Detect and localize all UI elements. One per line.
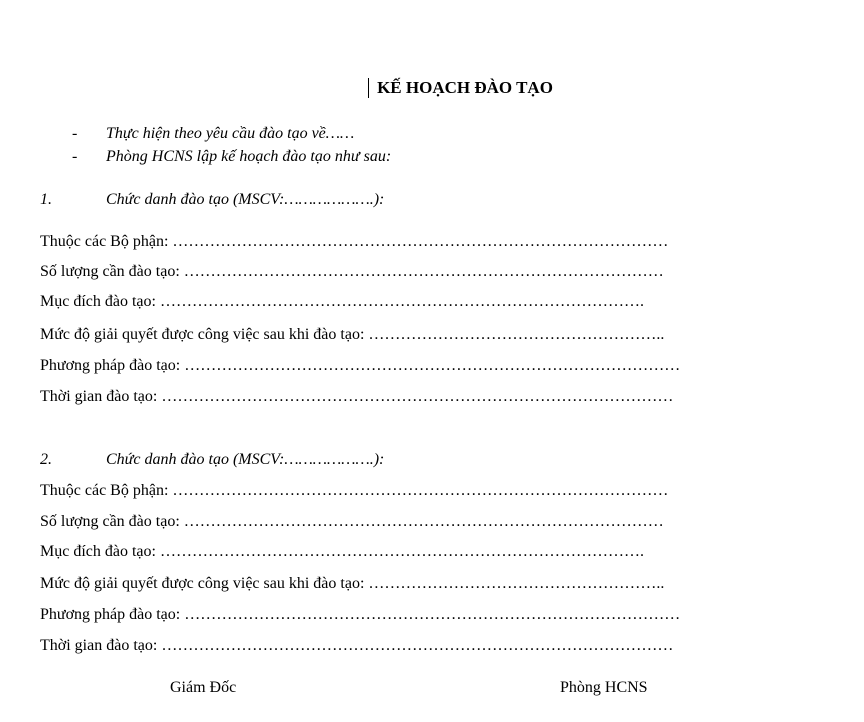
field-department: Thuộc các Bộ phận: ………………………………………………………………………………… <box>40 482 669 499</box>
bullet-text-plan: Phòng HCNS lập kế hoạch đào tạo như sau: <box>106 148 392 165</box>
field-method: Phương pháp đào tạo: ………………………………………………………………………………… <box>40 606 681 623</box>
field-quantity: Số lượng cần đào tạo: ……………………………………………………………………………… <box>40 263 664 280</box>
section-2-heading: Chức danh đào tạo (MSCV:……………….): <box>106 451 385 468</box>
field-competency: Mức độ giải quyết được công việc sau khi đào tạo: ……………………………………………….. <box>40 575 665 592</box>
field-competency: Mức độ giải quyết được công việc sau khi đào tạo: ……………………………………………….. <box>40 326 665 343</box>
field-purpose: Mục đích đào tạo: ………………………………………………………………………………. <box>40 293 644 310</box>
field-quantity: Số lượng cần đào tạo: ……………………………………………………………………………… <box>40 513 664 530</box>
field-method: Phương pháp đào tạo: ………………………………………………………………………………… <box>40 357 681 374</box>
field-department: Thuộc các Bộ phận: ………………………………………………………………………………… <box>40 233 669 250</box>
bullet-text-request: Thực hiện theo yêu cầu đào tạo về…… <box>106 125 355 142</box>
bullet-marker: - <box>72 148 78 165</box>
section-2-number: 2. <box>40 451 52 468</box>
section-1-number: 1. <box>40 191 52 208</box>
signature-director: Giám Đốc <box>170 679 237 696</box>
field-duration: Thời gian đào tạo: …………………………………………………………………………………… <box>40 637 674 654</box>
signature-hr-department: Phòng HCNS <box>560 679 648 696</box>
field-purpose: Mục đích đào tạo: ………………………………………………………………………………. <box>40 543 644 560</box>
field-duration: Thời gian đào tạo: …………………………………………………………………………………… <box>40 388 674 405</box>
bullet-marker: - <box>72 125 78 142</box>
section-1-heading: Chức danh đào tạo (MSCV:……………….): <box>106 191 385 208</box>
document-title: KẾ HOẠCH ĐÀO TẠO <box>377 78 553 97</box>
